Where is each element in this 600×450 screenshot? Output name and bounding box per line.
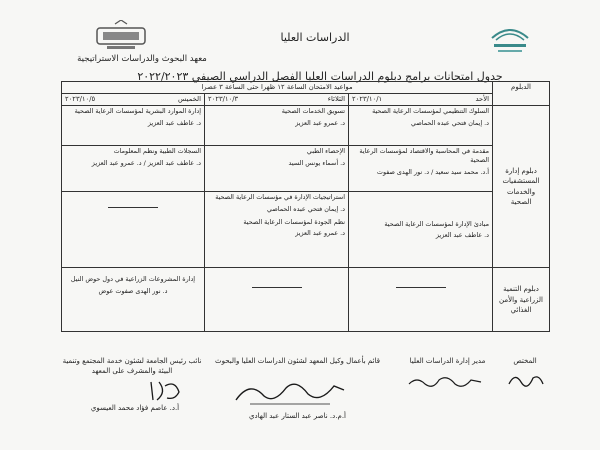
table-row (62, 146, 550, 192)
vp-signature (145, 378, 185, 404)
table-header-row (62, 82, 550, 94)
table-row (62, 106, 550, 146)
diploma-name: دبلوم إدارة المستشفيات والخدمات الصحية (493, 106, 550, 268)
table-row (62, 268, 550, 332)
institute-name: معهد البحوث والدراسات الاستراتيجية (77, 54, 207, 64)
day-header: الثلاثاء ٢٠٢٣/١٠/٣ (205, 94, 349, 106)
schedule-cell: السجلات الطبية ونظم المعلومات د. عاطف عبد العزيز / د. عمرو عبد العزيز (62, 146, 205, 192)
university-logo-icon (488, 20, 532, 56)
schedule-cell-empty (205, 268, 349, 332)
schedule-cell: مبادئ الإدارة لمؤسسات الرعاية الصحية د. عاطف عبد العزيز (349, 192, 493, 268)
schedule-cell: تسويق الخدمات الصحية د. عمرو عبد العزيز (205, 106, 349, 146)
schedule-cell: استراتيجيات الإدارة في مؤسسات الرعاية الصحية د. إيمان فتحي عبده الحماصي نظم الجودة لمؤسسات الرعاية الصحية د. عمرو عبد العزيز (205, 192, 349, 268)
schedule-cell: إدارة المشروعات الزراعية في دول حوض النيل د. نور الهدى صفوت عوض (62, 268, 205, 332)
schedule-cell-empty (349, 268, 493, 332)
specialist-title: المختص (513, 357, 537, 365)
schedule-title: جدول امتحانات برامج دبلوم الدراسات العليا الفصل الدراسي الصيفي ٢٠٢٢/٢٠٢٣ (137, 70, 503, 83)
schedule-cell: السلوك التنظيمي لمؤسسات الرعاية الصحية د. إيمان فتحي عبده الحماصي (349, 106, 493, 146)
vice-dean-title: قائم بأعمال وكيل المعهد لشئون الدراسات العليا والبحوث (215, 357, 380, 365)
institute-logo-icon (95, 20, 147, 52)
schedule-cell: إدارة الموارد البشرية لمؤسسات الرعاية الصحية د. عاطف عبد العزيز (62, 106, 205, 146)
diploma-name: دبلوم التنمية الزراعية والأمن الغذائي (493, 268, 550, 332)
specialist-signature (505, 370, 547, 390)
vice-dean-signature (230, 374, 350, 408)
exam-schedule-table (61, 81, 550, 332)
postgrad-manager-signature (405, 372, 485, 392)
empty-dash (252, 287, 302, 288)
empty-dash (396, 287, 446, 288)
vp-name: أ.د. عاصم فؤاد محمد العيسوي (90, 404, 180, 412)
vice-dean-name: أ.م.د. ناصر عبد الستار عبد الهادي (249, 412, 346, 420)
diploma-column-header: الدبلوم (493, 82, 550, 106)
postgrad-manager-title: مدير إدارة الدراسات العليا (409, 357, 486, 365)
vp-title: نائب رئيس الجامعة لشئون خدمة المجتمع وتنمية البيئة والمشرف على المعهد (62, 357, 202, 376)
schedule-cell: مقدمة في المحاسبة والاقتصاد لمؤسسات الرعاية الصحية أ.د. محمد سيد سعيد / د. نور الهدى صفوت (349, 146, 493, 192)
table-row (62, 192, 550, 268)
empty-dash (108, 207, 158, 208)
schedule-cell: الإحصاء الطبي د. أسماء يونس السيد (205, 146, 349, 192)
day-header: الأحد ٢٠٢٣/١٠/١ (349, 94, 493, 106)
exam-time-note: مواعيد الامتحان الساعة ١٢ ظهرا حتى الساعة ٣ عصرا (62, 82, 493, 94)
days-header-row (62, 94, 550, 106)
day-header: الخميس ٢٠٢٣/١٠/٥ (62, 94, 205, 106)
section-title: الدراسات العليا (280, 31, 350, 44)
schedule-cell-empty (62, 192, 205, 268)
